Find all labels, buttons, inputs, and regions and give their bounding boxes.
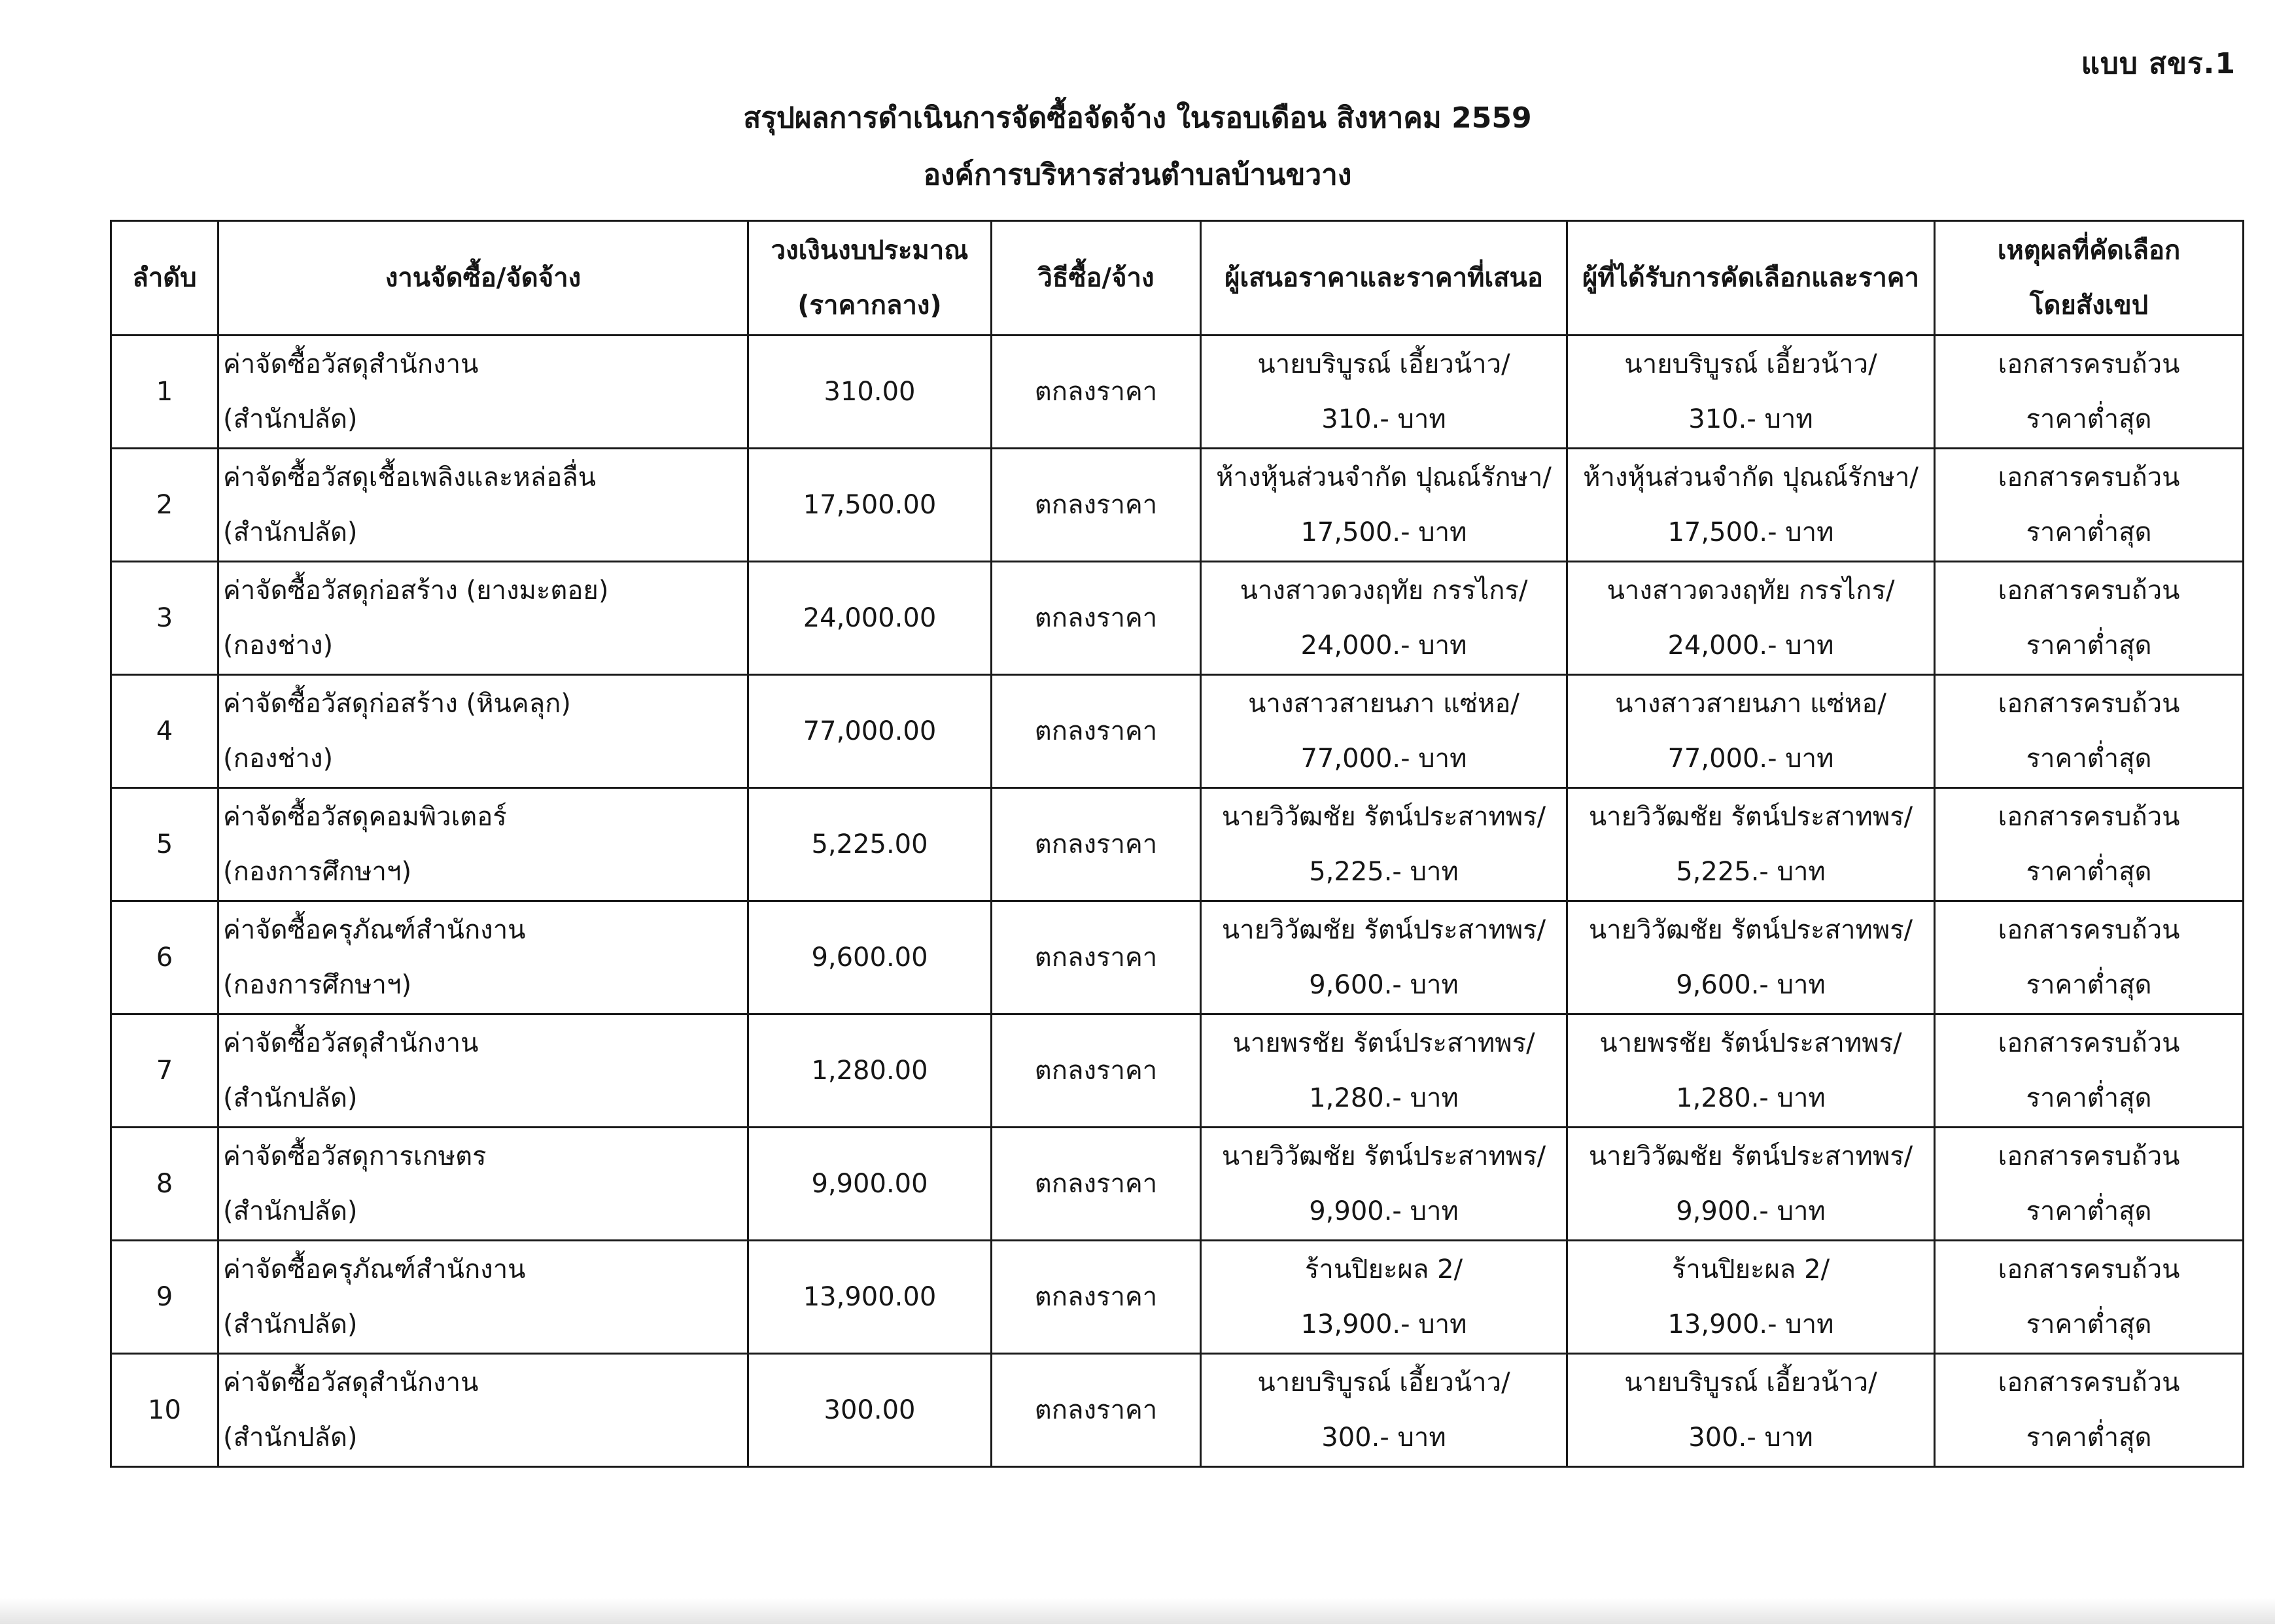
bidder-price: 17,500.- บาท	[1300, 517, 1467, 547]
cell-budget: 77,000.00	[748, 675, 992, 788]
cell-item	[218, 336, 748, 449]
table-row	[111, 901, 2244, 1014]
header-budget-line2: (ราคากลาง)	[797, 290, 942, 320]
item-department: (สำนักปลัด)	[223, 1196, 358, 1226]
bidder-name: นายวิวัฒชัย รัตน์ประสาทพร/	[1221, 915, 1546, 945]
item-name: ค่าจัดซื้อวัสดุเชื้อเพลิงและหล่อลื่น	[223, 462, 597, 492]
header-reason-line1: เหตุผลที่คัดเลือก	[1997, 235, 2181, 266]
header-reason	[1935, 221, 2244, 336]
reason-line1: เอกสารครบถ้วน	[1998, 1368, 2180, 1398]
cell-bidder	[1201, 1241, 1567, 1354]
cell-no: 9	[111, 1241, 218, 1354]
item-department: (กองช่าง)	[223, 631, 334, 661]
cell-item	[218, 901, 748, 1014]
table-row	[111, 1128, 2244, 1241]
bidder-name: นายพรชัย รัตน์ประสาทพร/	[1232, 1028, 1535, 1058]
item-name: ค่าจัดซื้อวัสดุก่อสร้าง (หินคลุก)	[223, 689, 571, 719]
winner-price: 13,900.- บาท	[1667, 1309, 1834, 1339]
header-item: งานจัดซื้อ/จัดจ้าง	[218, 221, 748, 336]
item-department: (กองการศึกษาฯ)	[223, 857, 412, 887]
cell-item	[218, 1014, 748, 1128]
bidder-price: 24,000.- บาท	[1300, 631, 1467, 661]
cell-no: 4	[111, 675, 218, 788]
cell-winner	[1567, 1354, 1935, 1467]
cell-no: 7	[111, 1014, 218, 1128]
bidder-name: นางสาวดวงฤทัย กรรไกร/	[1240, 576, 1528, 606]
cell-reason	[1935, 1241, 2244, 1354]
cell-no: 8	[111, 1128, 218, 1241]
bidder-price: 9,900.- บาท	[1309, 1196, 1459, 1226]
item-name: ค่าจัดซื้อครุภัณฑ์สำนักงาน	[223, 1254, 526, 1285]
cell-method: ตกลงราคา	[992, 1014, 1201, 1128]
cell-method: ตกลงราคา	[992, 1354, 1201, 1467]
cell-method: ตกลงราคา	[992, 562, 1201, 675]
bidder-price: 77,000.- บาท	[1300, 744, 1467, 774]
item-name: ค่าจัดซื้อวัสดุสำนักงาน	[223, 1368, 479, 1398]
item-name: ค่าจัดซื้อวัสดุก่อสร้าง (ยางมะตอย)	[223, 576, 609, 606]
winner-price: 9,600.- บาท	[1676, 970, 1826, 1000]
cell-winner	[1567, 1014, 1935, 1128]
item-department: (กองการศึกษาฯ)	[223, 970, 412, 1000]
cell-method: ตกลงราคา	[992, 675, 1201, 788]
page-subtitle: องค์การบริหารส่วนตำบลบ้านขวาง	[923, 158, 1352, 192]
page-title: สรุปผลการดำเนินการจัดซื้อจัดจ้าง ในรอบเดือน สิงหาคม 2559	[743, 101, 1532, 135]
cell-item	[218, 1354, 748, 1467]
winner-price: 5,225.- บาท	[1676, 857, 1826, 887]
cell-no: 1	[111, 336, 218, 449]
scan-shadow	[0, 1598, 2275, 1624]
winner-price: 17,500.- บาท	[1667, 517, 1834, 547]
item-name: ค่าจัดซื้อวัสดุการเกษตร	[223, 1141, 487, 1171]
winner-name: นายบริบูรณ์ เอี้ยวน้าว/	[1624, 1368, 1877, 1398]
item-name: ค่าจัดซื้อวัสดุสำนักงาน	[223, 1028, 479, 1058]
reason-line2: ราคาต่ำสุด	[2026, 970, 2152, 1000]
winner-name: นายพรชัย รัตน์ประสาทพร/	[1599, 1028, 1902, 1058]
bidder-price: 1,280.- บาท	[1309, 1083, 1459, 1113]
cell-item	[218, 1128, 748, 1241]
header-bidder: ผู้เสนอราคาและราคาที่เสนอ	[1201, 221, 1567, 336]
item-department: (สำนักปลัด)	[223, 1083, 358, 1113]
cell-no: 6	[111, 901, 218, 1014]
cell-reason	[1935, 1354, 2244, 1467]
table-row	[111, 788, 2244, 901]
bidder-price: 9,600.- บาท	[1309, 970, 1459, 1000]
item-department: (สำนักปลัด)	[223, 1309, 358, 1339]
cell-reason	[1935, 562, 2244, 675]
header-no: ลำดับ	[111, 221, 218, 336]
cell-winner	[1567, 788, 1935, 901]
winner-name: ร้านปิยะผล 2/	[1671, 1254, 1830, 1285]
item-department: (สำนักปลัด)	[223, 517, 358, 547]
cell-method: ตกลงราคา	[992, 1128, 1201, 1241]
bidder-name: นายบริบูรณ์ เอี้ยวน้าว/	[1257, 349, 1510, 379]
reason-line1: เอกสารครบถ้วน	[1998, 1141, 2180, 1171]
item-name: ค่าจัดซื้อวัสดุสำนักงาน	[223, 349, 479, 379]
reason-line2: ราคาต่ำสุด	[2026, 857, 2152, 887]
bidder-price: 5,225.- บาท	[1309, 857, 1459, 887]
reason-line1: เอกสารครบถ้วน	[1998, 349, 2180, 379]
cell-budget: 5,225.00	[748, 788, 992, 901]
reason-line1: เอกสารครบถ้วน	[1998, 802, 2180, 832]
procurement-table-wrapper	[110, 220, 2244, 1468]
cell-method: ตกลงราคา	[992, 449, 1201, 562]
winner-price: 1,280.- บาท	[1676, 1083, 1826, 1113]
cell-budget: 1,280.00	[748, 1014, 992, 1128]
cell-bidder	[1201, 336, 1567, 449]
cell-reason	[1935, 1128, 2244, 1241]
bidder-name: นายวิวัฒชัย รัตน์ประสาทพร/	[1221, 1141, 1546, 1171]
cell-budget: 17,500.00	[748, 449, 992, 562]
reason-line1: เอกสารครบถ้วน	[1998, 576, 2180, 606]
cell-winner	[1567, 675, 1935, 788]
winner-name: ห้างหุ้นส่วนจำกัด ปุณณ์รักษา/	[1583, 462, 1919, 492]
table-row	[111, 1014, 2244, 1128]
header-winner: ผู้ที่ได้รับการคัดเลือกและราคา	[1567, 221, 1935, 336]
cell-reason	[1935, 449, 2244, 562]
table-row	[111, 336, 2244, 449]
table-row	[111, 562, 2244, 675]
reason-line2: ราคาต่ำสุด	[2026, 1083, 2152, 1113]
reason-line2: ราคาต่ำสุด	[2026, 1423, 2152, 1453]
cell-item	[218, 562, 748, 675]
cell-budget: 13,900.00	[748, 1241, 992, 1354]
header-budget	[748, 221, 992, 336]
cell-item	[218, 788, 748, 901]
table-row	[111, 675, 2244, 788]
winner-name: นายบริบูรณ์ เอี้ยวน้าว/	[1624, 349, 1877, 379]
cell-method: ตกลงราคา	[992, 336, 1201, 449]
reason-line1: เอกสารครบถ้วน	[1998, 462, 2180, 492]
bidder-name: ร้านปิยะผล 2/	[1304, 1254, 1463, 1285]
reason-line2: ราคาต่ำสุด	[2026, 1196, 2152, 1226]
cell-no: 2	[111, 449, 218, 562]
cell-winner	[1567, 562, 1935, 675]
cell-winner	[1567, 449, 1935, 562]
form-code: แบบ สขร.1	[2081, 47, 2236, 80]
cell-budget: 9,600.00	[748, 901, 992, 1014]
cell-winner	[1567, 1241, 1935, 1354]
cell-budget: 300.00	[748, 1354, 992, 1467]
cell-no: 10	[111, 1354, 218, 1467]
cell-budget: 9,900.00	[748, 1128, 992, 1241]
cell-bidder	[1201, 1014, 1567, 1128]
cell-winner	[1567, 901, 1935, 1014]
bidder-price: 13,900.- บาท	[1300, 1309, 1467, 1339]
bidder-name: นายวิวัฒชัย รัตน์ประสาทพร/	[1221, 802, 1546, 832]
winner-name: นายวิวัฒชัย รัตน์ประสาทพร/	[1588, 802, 1913, 832]
cell-item	[218, 1241, 748, 1354]
table-row	[111, 1241, 2244, 1354]
item-department: (กองช่าง)	[223, 744, 334, 774]
bidder-name: นายบริบูรณ์ เอี้ยวน้าว/	[1257, 1368, 1510, 1398]
cell-bidder	[1201, 449, 1567, 562]
cell-bidder	[1201, 1128, 1567, 1241]
cell-item	[218, 449, 748, 562]
cell-no: 5	[111, 788, 218, 901]
bidder-price: 300.- บาท	[1321, 1423, 1446, 1453]
cell-method: ตกลงราคา	[992, 901, 1201, 1014]
winner-name: นางสาวสายนภา แซ่หอ/	[1615, 689, 1886, 719]
winner-price: 24,000.- บาท	[1667, 631, 1834, 661]
table-row	[111, 449, 2244, 562]
reason-line1: เอกสารครบถ้วน	[1998, 915, 2180, 945]
reason-line2: ราคาต่ำสุด	[2026, 517, 2152, 547]
cell-item	[218, 675, 748, 788]
cell-no: 3	[111, 562, 218, 675]
cell-method: ตกลงราคา	[992, 1241, 1201, 1354]
procurement-table	[110, 220, 2244, 1468]
cell-reason	[1935, 788, 2244, 901]
bidder-name: ห้างหุ้นส่วนจำกัด ปุณณ์รักษา/	[1216, 462, 1552, 492]
cell-reason	[1935, 336, 2244, 449]
reason-line1: เอกสารครบถ้วน	[1998, 1254, 2180, 1285]
cell-reason	[1935, 1014, 2244, 1128]
cell-reason	[1935, 675, 2244, 788]
reason-line2: ราคาต่ำสุด	[2026, 1309, 2152, 1339]
header-reason-line2: โดยสังเขป	[2029, 290, 2149, 320]
header-budget-line1: วงเงินงบประมาณ	[771, 235, 969, 266]
winner-name: นายวิวัฒชัย รัตน์ประสาทพร/	[1588, 915, 1913, 945]
cell-budget: 310.00	[748, 336, 992, 449]
winner-name: นางสาวดวงฤทัย กรรไกร/	[1606, 576, 1895, 606]
item-department: (สำนักปลัด)	[223, 1423, 358, 1453]
item-name: ค่าจัดซื้อวัสดุคอมพิวเตอร์	[223, 802, 507, 832]
cell-reason	[1935, 901, 2244, 1014]
winner-price: 9,900.- บาท	[1676, 1196, 1826, 1226]
cell-winner	[1567, 336, 1935, 449]
table-header-row	[111, 221, 2244, 336]
winner-price: 300.- บาท	[1688, 1423, 1813, 1453]
header-method: วิธีซื้อ/จ้าง	[992, 221, 1201, 336]
item-name: ค่าจัดซื้อครุภัณฑ์สำนักงาน	[223, 915, 526, 945]
winner-price: 77,000.- บาท	[1667, 744, 1834, 774]
cell-bidder	[1201, 1354, 1567, 1467]
cell-budget: 24,000.00	[748, 562, 992, 675]
reason-line1: เอกสารครบถ้วน	[1998, 689, 2180, 719]
table-row	[111, 1354, 2244, 1467]
item-department: (สำนักปลัด)	[223, 404, 358, 434]
bidder-price: 310.- บาท	[1321, 404, 1446, 434]
reason-line2: ราคาต่ำสุด	[2026, 744, 2152, 774]
winner-price: 310.- บาท	[1688, 404, 1813, 434]
winner-name: นายวิวัฒชัย รัตน์ประสาทพร/	[1588, 1141, 1913, 1171]
cell-method: ตกลงราคา	[992, 788, 1201, 901]
bidder-name: นางสาวสายนภา แซ่หอ/	[1248, 689, 1520, 719]
reason-line2: ราคาต่ำสุด	[2026, 631, 2152, 661]
cell-winner	[1567, 1128, 1935, 1241]
reason-line1: เอกสารครบถ้วน	[1998, 1028, 2180, 1058]
cell-bidder	[1201, 675, 1567, 788]
cell-bidder	[1201, 562, 1567, 675]
cell-bidder	[1201, 788, 1567, 901]
cell-bidder	[1201, 901, 1567, 1014]
reason-line2: ราคาต่ำสุด	[2026, 404, 2152, 434]
